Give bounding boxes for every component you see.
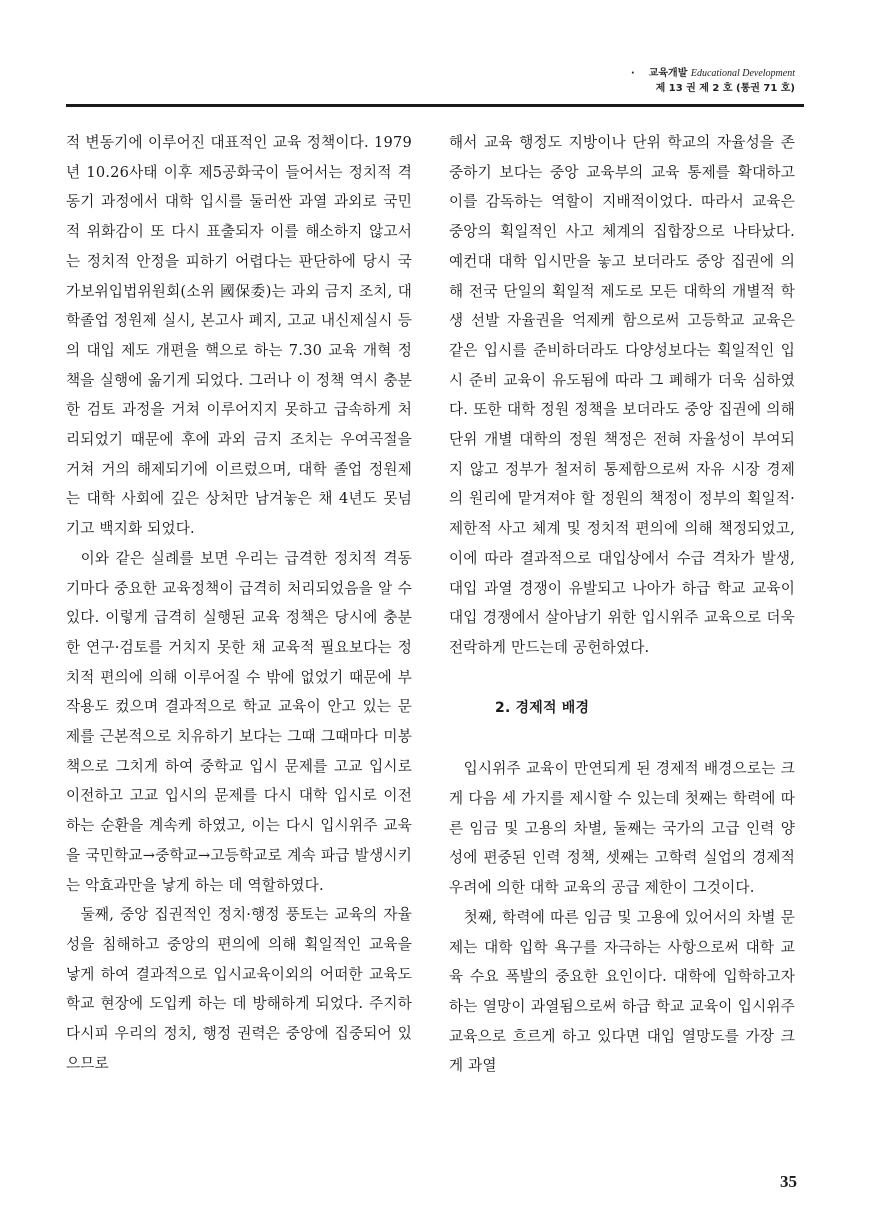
paragraph: 입시위주 교육이 만연되게 된 경제적 배경으로는 크게 다음 세 가지를 제시할 수 있는데 첫째는 학력에 따른 임금 및 고용의 차별, 둘째는 국가의 고급 인력 양성에 편중된 인력 정책, 셋째는 고학력 실업의 경제적 우려에 의한 대학 교육의 공급 제한이 그것이다. (449, 760, 795, 897)
header-bullet: · (630, 68, 635, 79)
issue-info: 제 13 권 제 2 호 (통권 71 호) (655, 83, 795, 94)
paragraph: 첫째, 학력에 따른 임금 및 고용에 있어서의 차별 문제는 대학 입학 욕구를 자극하는 사항으로써 대학 교육 수요 폭발의 중요한 요인이다. 대학에 입학하고자 하는 열망이 과열됨으로써 하급 학교 교육이 입시위주 교육으로 흐르게 하고 있다면 대입 열망도를 가장 크게 과열 (449, 908, 795, 1075)
paragraph: 해서 교육 행정도 지방이나 단위 학교의 자율성을 존중하기 보다는 중앙 교육부의 교육 통제를 확대하고 이를 감독하는 역할이 지배적이었다. 따라서 교육은 중앙의 획일적인 사고 체계의 집합장으로 나타났다. 예컨대 대학 입시만을 놓고 보더라도 중앙 집권에 의해 전국 단일의 획일적 제도로 모든 대학의 개별적 학생 선발 자율권을 억제케 함으로써 고등학교 교육은 같은 입시를 준비하더라도 다양성보다는 획일적인 입시 준비 교육이 유도됨에 따라 그 폐해가 더욱 심하였다. 또한 대학 정원 정책을 보더라도 중앙 집권에 의해 단위 개별 대학의 정원 책정은 전혀 자율성이 부여되지 않고 정부가 철저히 통제함으로써 자유 시장 경제의 원리에 맡겨져야 할 정원의 책정이 정부의 획일적·제한적 사고 체계 및 정치적 편의에 의해 책정되었고, 이에 따라 결과적으로 대입상에서 수급 격차가 발생, 대입 과열 경쟁이 유발되고 나아가 하급 학교 교육이 대입 경쟁에서 살아남기 위한 입시위주 교육으로 더욱 전락하게 만드는데 공헌하였다. (449, 134, 795, 656)
paragraph: 적 변동기에 이루어진 대표적인 교육 정책이다. 1979년 10.26사태 이후 제5공화국이 들어서는 정치적 격동기 과정에서 대학 입시를 둘러싼 과열 과외로 국민적 위화감이 또 다시 표출되자 이를 해소하지 않고서는 정치적 안정을 피하기 어렵다는 판단하에 당시 국가보위입법위원회(소위 國保委)는 과외 금지 조치, 대학졸업 정원제 실시, 본고사 폐지, 고교 내신제실시 등의 대입 제도 개편을 핵으로 하는 7.30 교육 개혁 정책을 실행에 옮기게 되었다. 그러나 이 정책 역시 충분한 검토 과정을 거쳐 이루어지지 못하고 급속하게 처리되었기 때문에 후에 과외 금지 조치는 우여곡절을 거쳐 거의 해제되기에 이르렀으며, 대학 졸업 정원제는 대학 사회에 깊은 상처만 남겨놓은 채 4년도 못넘기고 백지화 되었다. (66, 134, 412, 538)
header-rule (66, 104, 804, 107)
journal-korean-title: 교육개발 (648, 68, 688, 79)
left-column (66, 128, 412, 1079)
page-number: 35 (780, 1172, 797, 1191)
right-column (449, 128, 795, 1081)
paragraph: 둘째, 중앙 집권적인 정치·행정 풍토는 교육의 자율성을 침해하고 중앙의 편의에 의해 획일적인 교육을 낳게 하여 결과적으로 입시교육이외의 어떠한 교육도 학교 현장에 도입케 하는 데 방해하게 되었다. 주지하다시피 우리의 정치, 행정 권력은 중앙에 집중되어 있으므로 (66, 906, 412, 1072)
paragraph: 이와 같은 실례를 보면 우리는 급격한 정치적 격동기마다 중요한 교육정책이 급격히 처리되었음을 알 수 있다. 이렇게 급격히 실행된 교육 정책은 당시에 충분한 연구·검토를 거치지 못한 채 교육적 필요보다는 정치적 편의에 의해 이루어질 수 밖에 없었기 때문에 부작용도 컸으며 결과적으로 학교 교육이 안고 있는 문제를 근본적으로 치유하기 보다는 그때 그때마다 미봉책으로 그치게 하여 중학교 입시 문제를 고교 입시로 이전하고 고교 입시의 문제를 다시 대학 입시로 이전하는 순환을 계속케 하였고, 이는 다시 입시위주 교육을 국민학교→중학교→고등학교로 계속 파급 발생시키는 악효과만을 낳게 하는 데 역할하였다. (66, 549, 412, 894)
section-heading: 2. 경제적 배경 (495, 699, 590, 716)
journal-title-line (631, 66, 795, 81)
journal-english-title: Educational Development (690, 68, 795, 79)
running-header (631, 66, 795, 96)
